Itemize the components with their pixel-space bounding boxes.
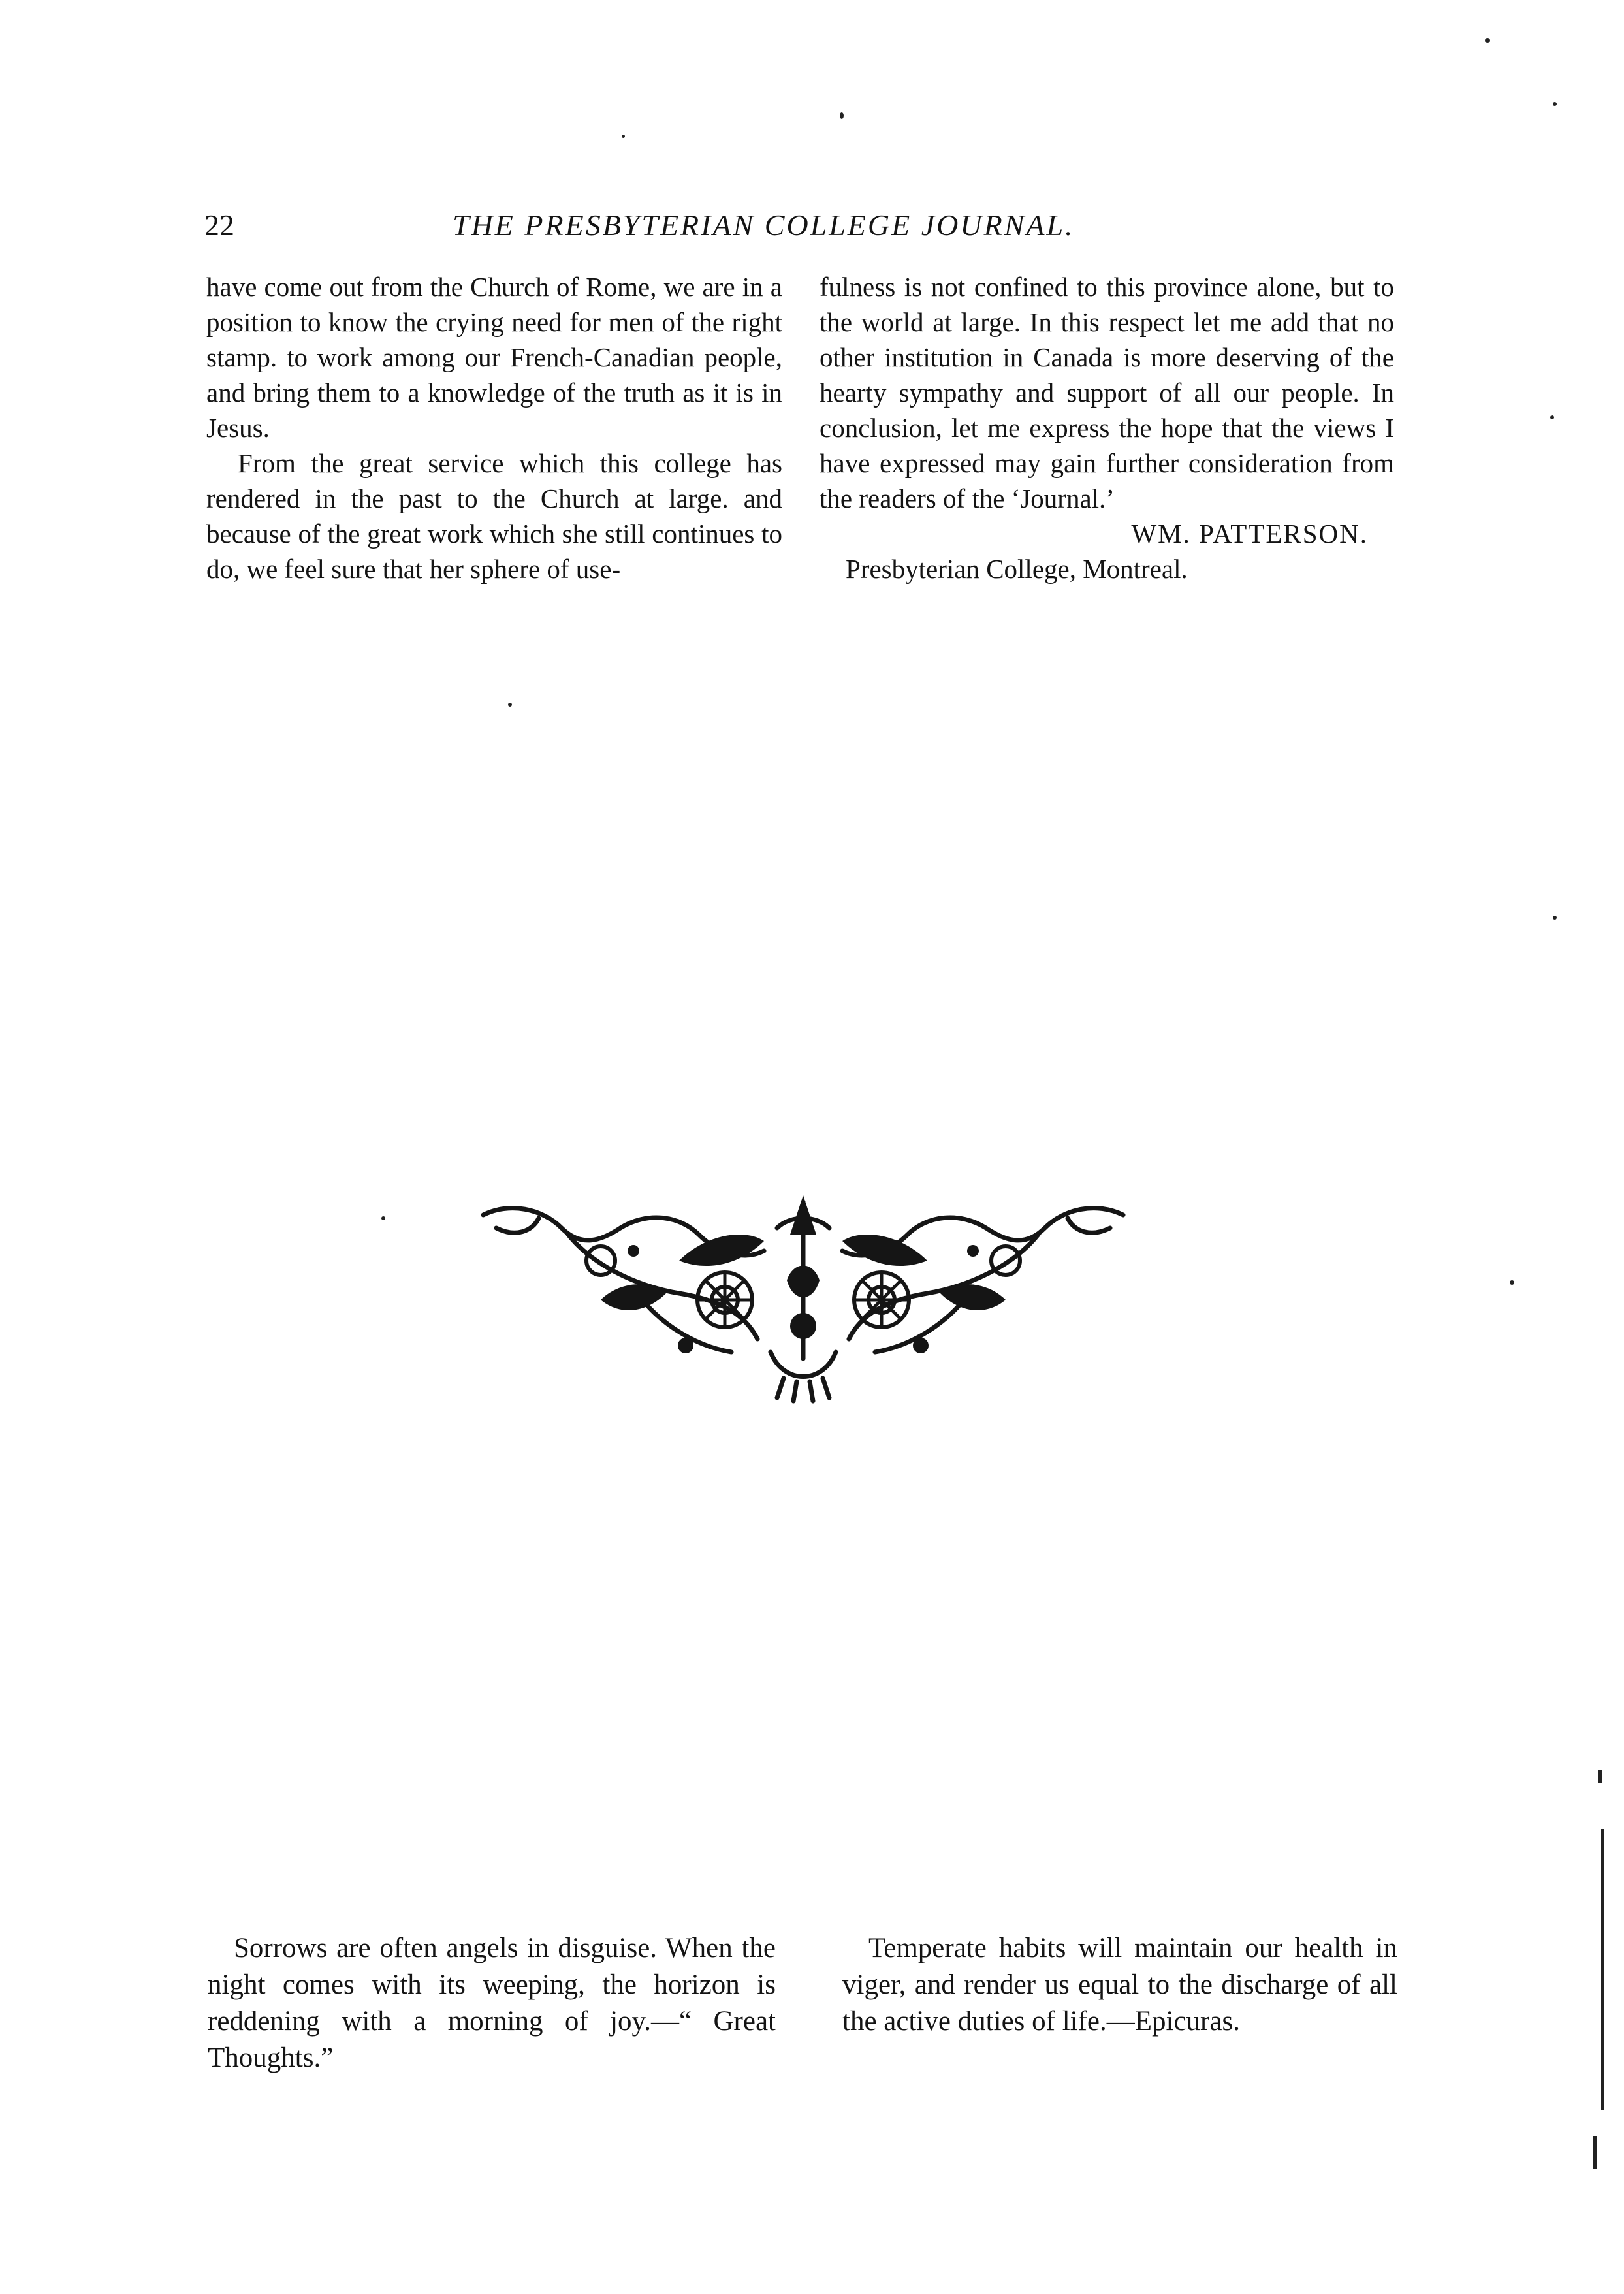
scan-speck [1485,38,1490,43]
edge-mark [1593,2136,1597,2169]
scan-speck [1550,415,1554,419]
scan-speck [622,135,625,138]
scan-speck [840,112,844,119]
author-affiliation: Presbyterian College, Montreal. [846,554,1188,584]
article-paragraph-2: From the great service which this college has rendered in the past to the Church at large. and because of the great work which she still continues to do, we feel sure that her sphere of use- [206,448,782,584]
floral-scroll-ornament-icon [470,1189,1136,1404]
quote-temperate-habits [842,1930,1397,2040]
scan-speck [1553,916,1557,920]
running-title: THE PRESBYTERIAN COLLEGE JOURNAL. [453,208,1075,242]
article-right-column [820,269,1394,587]
scan-speck [1510,1280,1514,1285]
scan-speck [381,1216,385,1220]
edge-mark [1601,1829,1604,2110]
scan-speck [1553,102,1557,106]
scan-speck [508,703,512,707]
edge-mark [1598,1770,1602,1783]
author-signature: WM. PATTERSON. [1131,519,1368,549]
article-left-column [206,269,782,587]
page-number: 22 [204,208,234,242]
quote-temperate-habits-text: Temperate habits will maintain our health in viger, and render us equal to the discharge of all the active duties of life.—Epicuras. [842,1933,1397,2037]
page-header [204,208,1419,260]
article-paragraph-1: have come out from the Church of Rome, we are in a position to know the crying need for men of the right stamp. to work among our French-Canadian people, and bring them to a knowledge of the truth as it is in Jesus. [206,272,782,443]
article-paragraph-3: fulness is not confined to this province alone, but to the world at large. In this respect let me add that no other institution in Canada is more deserving of the hearty sympathy and support of all our people. In conclusion, let me express the hope that the views I have expressed may gain further consideration from the readers of the ‘Journal.’ [820,272,1394,513]
quote-sorrows-text: Sorrows are often angels in disguise. When the night comes with its weeping, the horizon is reddening with a morning of joy.—“ Great Thoughts.” [208,1933,776,2073]
quote-sorrows [208,1930,776,2076]
